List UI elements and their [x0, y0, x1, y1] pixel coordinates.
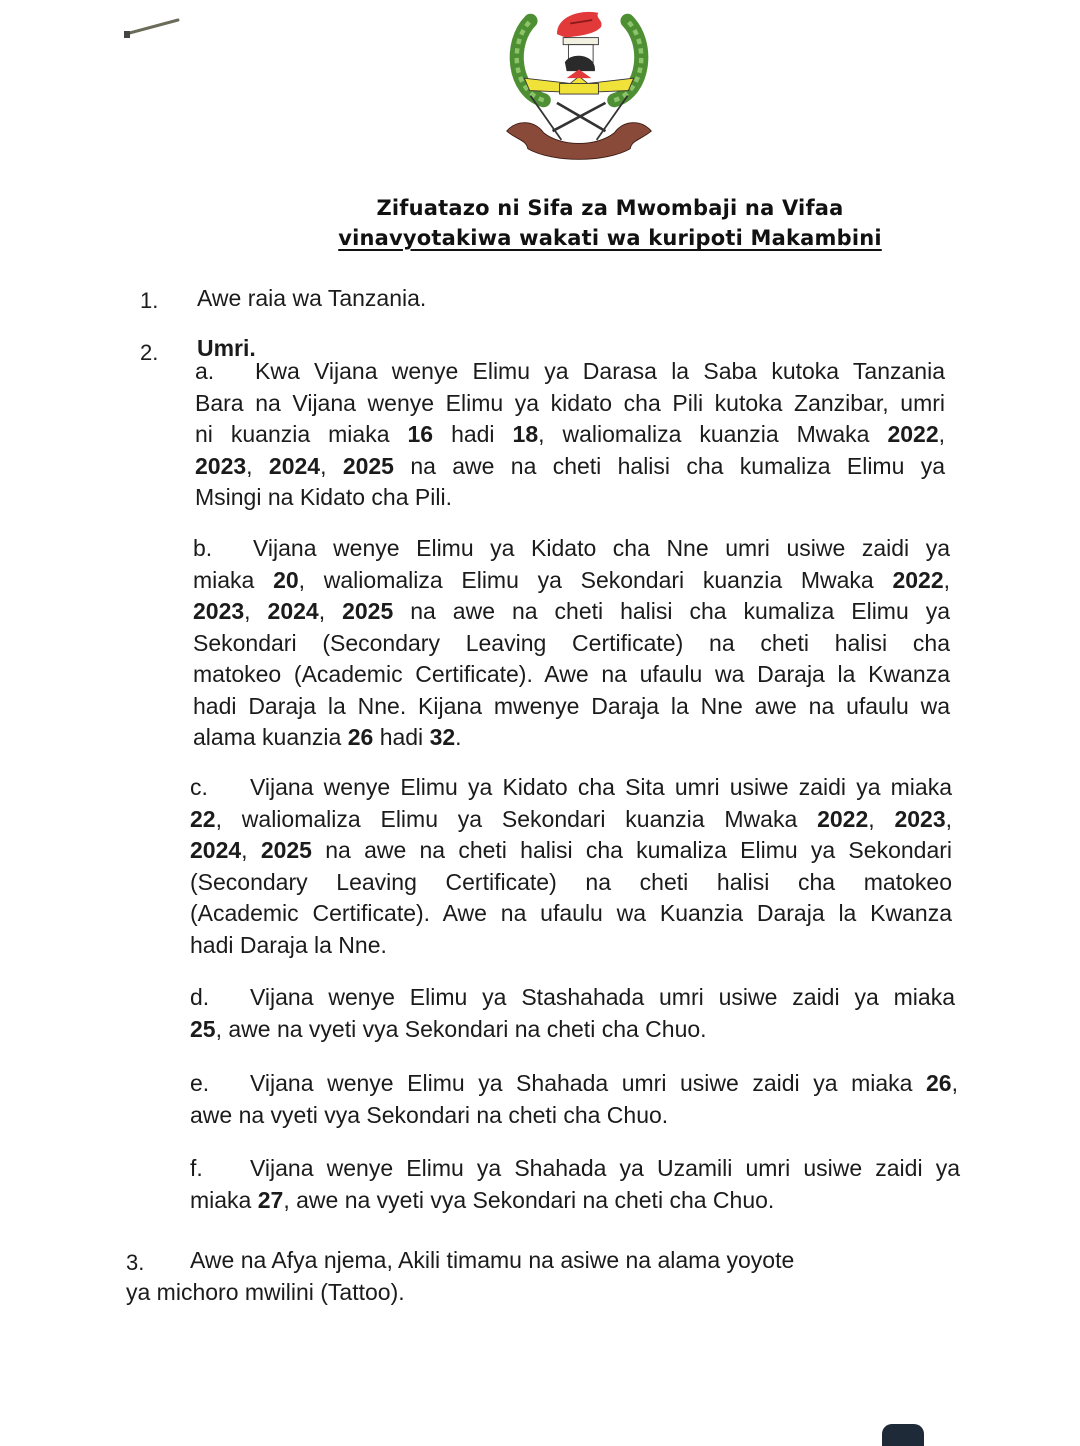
bold-value: 2024: [268, 452, 321, 479]
item-number: 3.: [126, 1250, 145, 1275]
text-run: na awe na cheti halisi cha kumaliza Elimu ya Sekondari: [325, 837, 953, 863]
text-run: Vijana wenye Elimu ya Shahada ya Uzamili umri usiwe zaidi ya: [250, 1155, 960, 1181]
text-run: ni kuanzia miaka: [195, 421, 390, 447]
sub-item-f: [190, 1153, 960, 1216]
text-run: hadi: [451, 421, 495, 447]
bold-value: 22: [190, 805, 216, 832]
text-run: Vijana wenye Elimu ya Shahada umri usiwe zaidi ya miaka: [250, 1070, 913, 1096]
sub-item-b: b. Vijana wenye Elimu ya Kidato cha Nne umri usiwe zaidi ya miaka 20, waliomaliza Elimu ya Sekondari kuanzia Mwaka 2022, 2023, 2024, 2025 na awe na cheti halisi cha kumaliza Elimu ya Sekondari (Secondary Leaving Certificate) na cheti halisi cha matokeo (Academic Certificate). Awe na ufaulu wa Daraja la Kwanza hadi Daraja la Nne. Kijana mwenye Daraja la Nne awe na ufaulu wa alama kuanzia 26 hadi 32.: [193, 535, 951, 750]
text-run: , awe na vyeti vya Sekondari na cheti cha Chuo.: [215, 1015, 707, 1042]
sub-item-a: a. Kwa Vijana wenye Elimu ya Darasa la Saba kutoka Tanzania Bara na Vijana wenye Elimu ya kidato cha Pili kutoka Zanzibar, umri ni kuanzia miaka 16 hadi 18, waliomaliza kuanzia Mwaka 2022, 2023, 2024, 2025 na awe na cheti halisi cha kumaliza Elimu ya Msingi na Kidato cha Pili.: [195, 358, 946, 510]
bold-value: 26: [347, 724, 374, 750]
item-number: 2.: [140, 340, 159, 365]
pen-mark-icon: [122, 14, 182, 40]
bold-value: 25: [190, 1015, 216, 1042]
text-run: miaka: [193, 566, 255, 593]
item-text-citizenship: Awe raia wa Tanzania.: [197, 285, 427, 311]
sub-item-label: f.: [190, 1155, 203, 1181]
bold-value: 16: [407, 421, 434, 447]
sub-item-label: d.: [190, 984, 210, 1010]
corner-overlay-icon: [882, 1424, 924, 1446]
text-run: hadi: [379, 724, 424, 750]
bold-value: 2023: [894, 805, 946, 832]
text-run: Sekondari (Secondary Leaving Certificate) na cheti halisi cha: [193, 629, 950, 656]
bold-value: 26: [926, 1070, 952, 1096]
text-run: matokeo (Academic Certificate). Awe na ufaulu wa Daraja la Kwanza: [193, 661, 950, 687]
text-run: , waliomaliza Elimu ya Sekondari kuanzia Mwaka: [215, 805, 798, 832]
text-run: , waliomaliza kuanzia Mwaka: [538, 421, 870, 447]
bold-value: 27: [257, 1186, 284, 1213]
text-run: miaka: [190, 1186, 252, 1213]
bold-value: 2023: [193, 598, 245, 624]
text-run: Vijana wenye Elimu ya Stashahada umri usiwe zaidi ya miaka: [250, 984, 955, 1010]
bold-value: 20: [273, 566, 299, 593]
document-title-line-2: vinavyotakiwa wakati wa kuripoti Makambini: [338, 226, 882, 250]
text-run: hadi Daraja la Nne. Kijana mwenye Daraja la Nne awe na ufaulu wa: [193, 692, 950, 719]
text-run: hadi Daraja la Nne.: [190, 931, 387, 958]
text-run: Bara na Vijana wenye Elimu ya kidato cha Pili kutoka Zanzibar, umri: [195, 389, 945, 416]
text-run: , awe na vyeti vya Sekondari na cheti cha Chuo.: [283, 1186, 775, 1213]
sub-item-d: [190, 982, 955, 1045]
bold-value: 2024: [267, 598, 319, 624]
bold-value: 2025: [342, 452, 394, 479]
sub-item-label: a.: [195, 358, 215, 384]
bold-value: 2022: [817, 805, 869, 832]
sub-item-e: e. Vijana wenye Elimu ya Shahada umri usiwe zaidi ya miaka 26, awe na vyeti vya Sekondari na cheti cha Chuo.: [190, 1070, 958, 1128]
bold-value: 2022: [887, 421, 939, 447]
item-number: 1.: [140, 288, 159, 313]
text-run: Msingi na Kidato cha Pili.: [195, 484, 452, 510]
bold-value: 2023: [195, 452, 247, 479]
sub-item-c: c. Vijana wenye Elimu ya Kidato cha Sita umri usiwe zaidi ya miaka 22, waliomaliza Elimu ya Sekondari kuanzia Mwaka 2022, 2023, 2024, 2025 na awe na cheti halisi cha kumaliza Elimu ya Sekondari (Secondary Leaving Certificate) na cheti halisi cha matokeo (Academic Certificate). Awe na ufaulu wa Kuanzia Daraja la Kwanza hadi Daraja la Nne.: [190, 774, 953, 958]
document-title-line-1: Zifuatazo ni Sifa za Mwombaji na Vifaa: [376, 196, 844, 220]
text-run: (Secondary Leaving Certificate) na cheti halisi cha matokeo: [190, 868, 952, 895]
bold-value: 2025: [342, 598, 394, 624]
item-heading-age: Umri.: [197, 335, 256, 361]
sub-item-label: b.: [193, 535, 213, 561]
item-text-health: Awe na Afya njema, Akili timamu na asiwe na alama yoyote: [190, 1247, 795, 1273]
bold-value: 2025: [260, 837, 312, 863]
text-run: Vijana wenye Elimu ya Kidato cha Nne umri usiwe zaidi ya: [253, 535, 950, 561]
item-text-health-cont: ya michoro mwilini (Tattoo).: [126, 1279, 405, 1305]
text-run: (Academic Certificate). Awe na ufaulu wa Kuanzia Daraja la Kwanza: [190, 900, 952, 926]
text-run: alama kuanzia: [193, 724, 342, 750]
sub-item-label: c.: [190, 774, 208, 800]
bold-value: 18: [512, 421, 539, 447]
text-run: na awe na cheti halisi cha kumaliza Elimu ya: [410, 452, 946, 479]
text-run: , waliomaliza Elimu ya Sekondari kuanzia Mwaka: [298, 566, 874, 593]
sub-item-label: e.: [190, 1070, 210, 1096]
jkt-emblem-logo: [482, 4, 676, 170]
text-run: Kwa Vijana wenye Elimu ya Darasa la Saba kutoka Tanzania: [255, 358, 945, 384]
text-run: na awe na cheti halisi cha kumaliza Elimu ya: [410, 598, 951, 624]
bold-value: 2022: [892, 566, 944, 593]
bold-value: 32: [429, 724, 456, 750]
text-run: Vijana wenye Elimu ya Kidato cha Sita umri usiwe zaidi ya miaka: [250, 774, 952, 800]
bold-value: 2024: [190, 837, 242, 863]
text-run: awe na vyeti vya Sekondari na cheti cha Chuo.: [190, 1101, 669, 1128]
